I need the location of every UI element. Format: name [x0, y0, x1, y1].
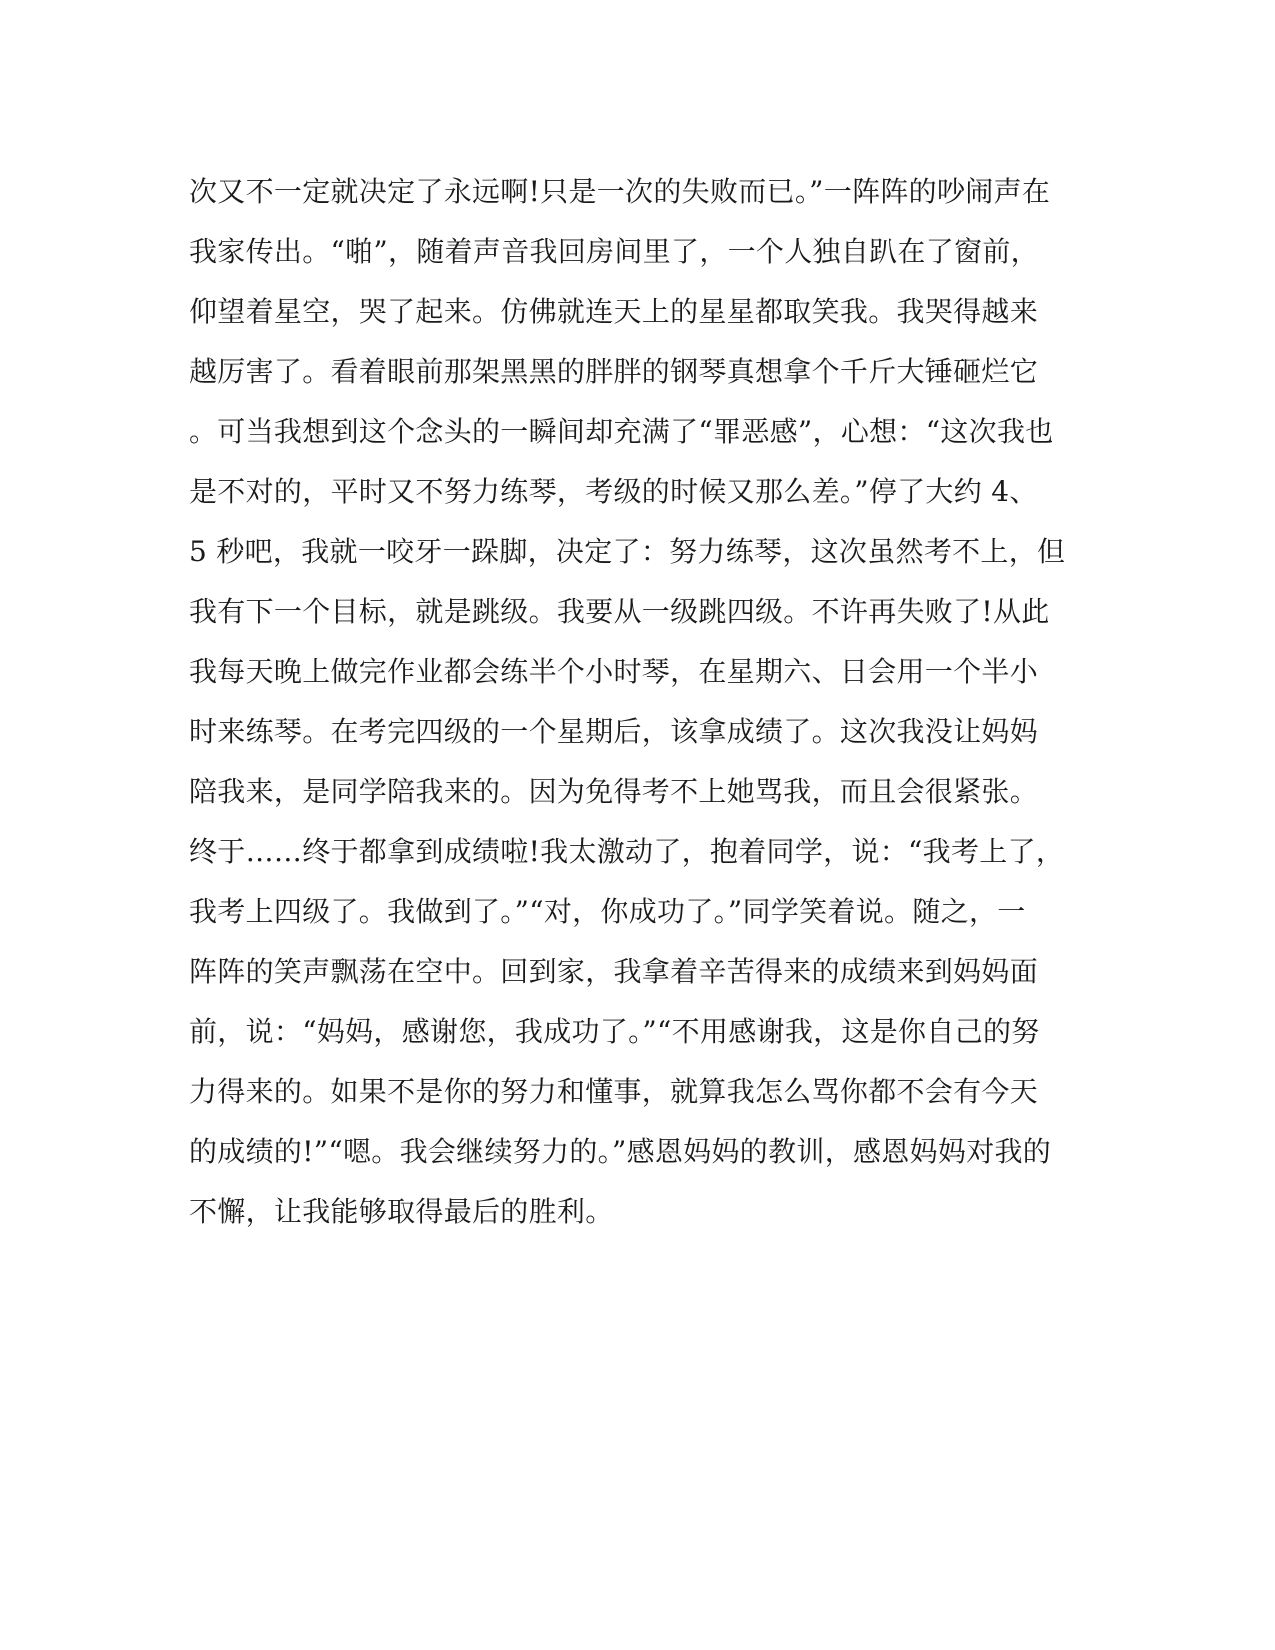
body-text — [189, 162, 1089, 1242]
text-line-2: 我家传出。“啪”，随着声音我回房间里了，一个人独自趴在了窗前， — [189, 235, 1039, 268]
text-line-11: 陪我来，是同学陪我来的。因为免得考不上她骂我，而且会很紧张。 — [189, 775, 1039, 808]
text-line-16: 力得来的。如果不是你的努力和懂事，就算我怎么骂你都不会有今天 — [189, 1075, 1039, 1108]
text-line-8: 我有下一个目标，就是跳级。我要从一级跳四级。不许再失败了!从此 — [189, 595, 1050, 628]
text-line-12: 终于……终于都拿到成绩啦!我太激动了，抱着同学，说：“我考上了， — [189, 835, 1065, 868]
text-line-9: 我每天晚上做完作业都会练半个小时琴，在星期六、日会用一个半小 — [189, 655, 1039, 688]
text-line-7: 5 秒吧，我就一咬牙一跺脚，决定了：努力练琴，这次虽然考不上，但 — [189, 535, 1066, 568]
text-line-10: 时来练琴。在考完四级的一个星期后，该拿成绩了。这次我没让妈妈 — [189, 715, 1039, 748]
text-line-13: 我考上四级了。我做到了。”“对，你成功了。”同学笑着说。随之，一 — [189, 895, 1026, 928]
text-line-4: 越厉害了。看着眼前那架黑黑的胖胖的钢琴真想拿个千斤大锤砸烂它 — [189, 355, 1039, 388]
text-line-5: 。可当我想到这个念头的一瞬间却充满了“罪恶感”，心想：“这次我也 — [189, 415, 1054, 448]
text-line-18: 不懈，让我能够取得最后的胜利。 — [189, 1195, 614, 1228]
text-line-17: 的成绩的!”“嗯。我会继续努力的。”感恩妈妈的教训，感恩妈妈对我的 — [189, 1135, 1052, 1168]
text-line-3: 仰望着星空，哭了起来。仿佛就连天上的星星都取笑我。我哭得越来 — [189, 295, 1039, 328]
text-line-15: 前，说：“妈妈，感谢您，我成功了。”“不用感谢我，这是你自己的努 — [189, 1015, 1040, 1048]
text-line-1: 次又不一定就决定了永远啊!只是一次的失败而已。”一阵阵的吵闹声在 — [189, 175, 1051, 208]
text-line-14: 阵阵的笑声飘荡在空中。回到家，我拿着辛苦得来的成绩来到妈妈面 — [189, 955, 1039, 988]
text-line-6: 是不对的，平时又不努力练琴，考级的时候又那么差。”停了大约 4、 — [189, 475, 1038, 508]
